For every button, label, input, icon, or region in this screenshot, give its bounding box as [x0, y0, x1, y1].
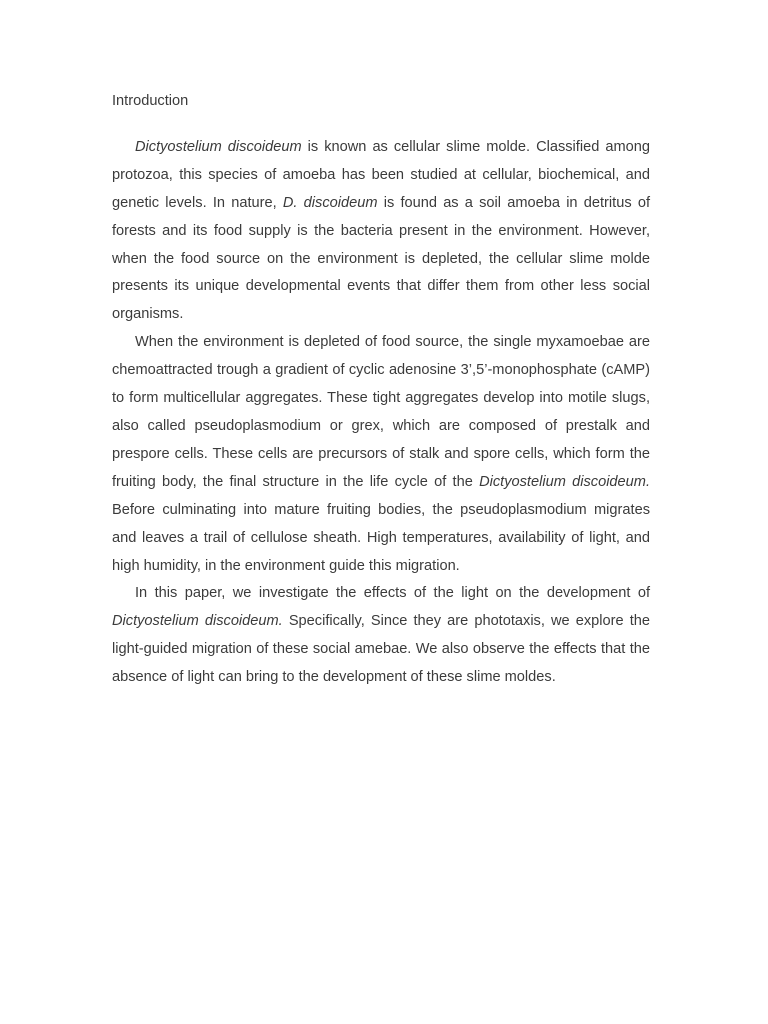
paragraph-1: [112, 134, 650, 329]
paragraph-text: is known as cellular slime molde. Classified among protozoa, this species of amoeba has been studied at cellular, biochemical, and genetic levels. In nature,: [112, 138, 650, 211]
paragraph-2: [112, 329, 650, 580]
paragraph-text: Specifically, Since they are phototaxis, we explore the light-guided migration of these social amebae. We also observe the effects that the absence of light can bring to the development of these slime moldes.: [112, 613, 650, 686]
italic-term: D. discoideum: [282, 194, 378, 211]
paragraph-text: In this paper, we investigate the effects of the light on the development of: [135, 585, 650, 602]
italic-term: Dictyostelium discoideum: [135, 138, 302, 155]
section-heading: Introduction: [112, 93, 189, 109]
italic-term: Dictyostelium discoideum.: [479, 473, 650, 490]
paragraph-text: When the environment is depleted of food source, the single myxamoebae are chemoattracted trough a gradient of cyclic adenosine 3’,5’-monophosphate (cAMP) to form multicellular aggregates. These tight aggregates develop into motile slugs, also called pseudoplasmodium or grex, which are composed of prestalk and prespore cells. These cells are precursors of stalk and spore cells, which form the fruiting body, the final structure in the life cycle of the: [112, 334, 650, 490]
paragraph-text: Before culminating into mature fruiting bodies, the pseudoplasmodium migrates and leaves a trail of cellulose sheath. High temperatures, availability of light, and high humidity, in the environment guide this migration.: [112, 501, 650, 574]
italic-term: Dictyostelium discoideum.: [112, 613, 283, 630]
document-body: [112, 88, 650, 692]
paragraph-3: [112, 580, 650, 692]
paragraph-text: is found as a soil amoeba in detritus of forests and its food supply is the bacteria present in the environment. However, when the food source on the environment is depleted, the cellular slime molde presents its unique developmental events that differ them from other less social organisms.: [112, 194, 650, 323]
